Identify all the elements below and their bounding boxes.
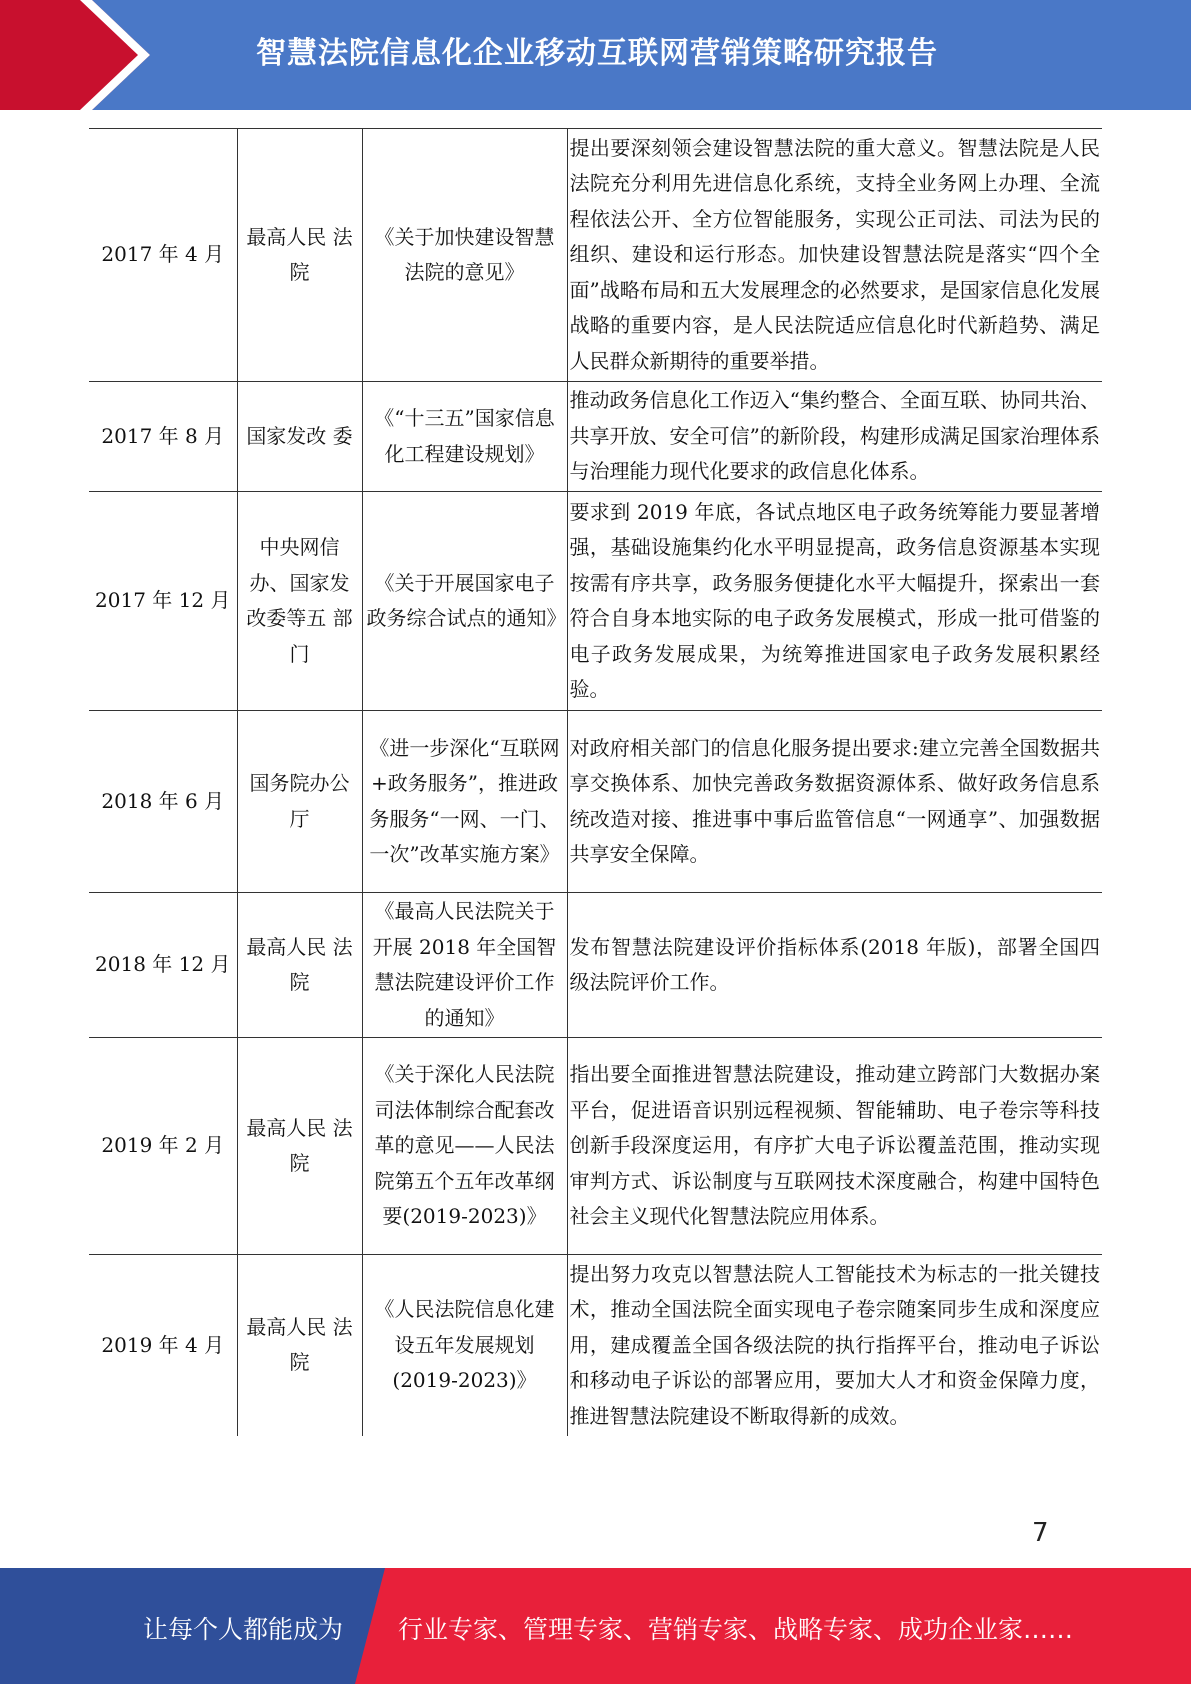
description-cell: 指出要全面推进智慧法院建设，推动建立跨部门大数据办案平台，促进语音识别远程视频、智能辅助、电子卷宗等科技创新手段深度运用，有序扩大电子诉讼覆盖范围，推动实现审判方式、诉讼制度与互联网技术深度融合，构建中国特色社会主义现代化智慧法院应用体系。: [567, 1038, 1102, 1255]
description-cell: 推动政务信息化工作迈入“集约整合、全面互联、协同共治、共享开放、安全可信”的新阶段，构建形成满足国家治理体系与治理能力现代化要求的政信息化体系。: [567, 382, 1102, 492]
org-cell: 国务院办公厅: [237, 711, 362, 893]
org-cell: 最高人民 法院: [237, 129, 362, 382]
date-cell: 2019 年 2 月: [89, 1038, 237, 1255]
page-footer: [0, 1568, 1191, 1684]
date-cell: 2018 年 12 月: [89, 893, 237, 1038]
date-cell: 2017 年 8 月: [89, 382, 237, 492]
footer-slogan-right: 行业专家、管理专家、营销专家、战略专家、成功企业家……: [398, 1615, 1074, 1644]
doc-title-cell: 《关于深化人民法院司法体制综合配套改革的意见——人民法院第五个五年改革纲要(2019-2023)》: [362, 1038, 567, 1255]
org-cell: 最高人民 法院: [237, 1038, 362, 1255]
table-row: [89, 492, 1102, 711]
date-cell: 2018 年 6 月: [89, 711, 237, 893]
org-cell: 国家发改 委: [237, 382, 362, 492]
doc-title-cell: 《进一步深化“互联网+政务服务”，推进政务服务“一网、一门、一次”改革实施方案》: [362, 711, 567, 893]
table-row: [89, 893, 1102, 1038]
footer-slogan-left: 让每个人都能成为: [143, 1615, 344, 1644]
table-row: [89, 711, 1102, 893]
doc-title-cell: 《关于加快建设智慧法院的意见》: [362, 129, 567, 382]
table-row: [89, 129, 1102, 382]
table-row: [89, 382, 1102, 492]
report-title: 智慧法院信息化企业移动互联网营销策略研究报告: [256, 36, 938, 71]
description-cell: 要求到 2019 年底，各试点地区电子政务统筹能力要显著增强，基础设施集约化水平明显提高，政务信息资源基本实现按需有序共享，政务服务便捷化水平大幅提升，探索出一套符合自身本地实际的电子政务发展模式，形成一批可借鉴的电子政务发展成果，为统筹推进国家电子政务发展积累经验。: [567, 492, 1102, 711]
doc-title-cell: 《关于开展国家电子政务综合试点的通知》: [362, 492, 567, 711]
table-row: [89, 1038, 1102, 1255]
description-cell: 发布智慧法院建设评价指标体系(2018 年版)，部署全国四级法院评价工作。: [567, 893, 1102, 1038]
doc-title-cell: 《“十三五”国家信息化工程建设规划》: [362, 382, 567, 492]
doc-title-cell: 《最高人民法院关于开展 2018 年全国智慧法院建设评价工作的通知》: [362, 893, 567, 1038]
org-cell: 最高人民 法院: [237, 1255, 362, 1436]
description-cell: 提出要深刻领会建设智慧法院的重大意义。智慧法院是人民法院充分利用先进信息化系统，支持全业务网上办理、全流程依法公开、全方位智能服务，实现公正司法、司法为民的组织、建设和运行形态。加快建设智慧法院是落实“四个全面”战略布局和五大发展理念的必然要求，是国家信息化发展战略的重要内容，是人民法院适应信息化时代新趋势、满足人民群众新期待的重要举措。: [567, 129, 1102, 382]
page-number: 7: [1032, 1518, 1049, 1548]
org-cell: 最高人民 法院: [237, 893, 362, 1038]
description-cell: 提出努力攻克以智慧法院人工智能技术为标志的一批关键技术，推动全国法院全面实现电子卷宗随案同步生成和深度应用，建成覆盖全国各级法院的执行指挥平台，推动电子诉讼和移动电子诉讼的部署应用，要加大人才和资金保障力度，推进智慧法院建设不断取得新的成效。: [569, 1261, 1100, 1428]
org-cell: 中央网信办、国家发改委等五 部门: [237, 492, 362, 711]
date-cell: 2017 年 12 月: [89, 492, 237, 711]
description-cell: 对政府相关部门的信息化服务提出要求:建立完善全国数据共享交换体系、加快完善政务数据资源体系、做好政务信息系统改造对接、推进事中事后监管信息“一网通享”、加强数据共享安全保障。: [567, 711, 1102, 893]
page-header: [0, 0, 1191, 110]
table-row: [89, 1255, 1102, 1436]
doc-title-cell: 《人民法院信息化建设五年发展规划(2019-2023)》: [362, 1255, 567, 1436]
date-cell: 2019 年 4 月: [89, 1255, 237, 1436]
date-cell: 2017 年 4 月: [89, 129, 237, 382]
policy-table: [89, 128, 1102, 1436]
header-red-arrow: [0, 0, 150, 110]
